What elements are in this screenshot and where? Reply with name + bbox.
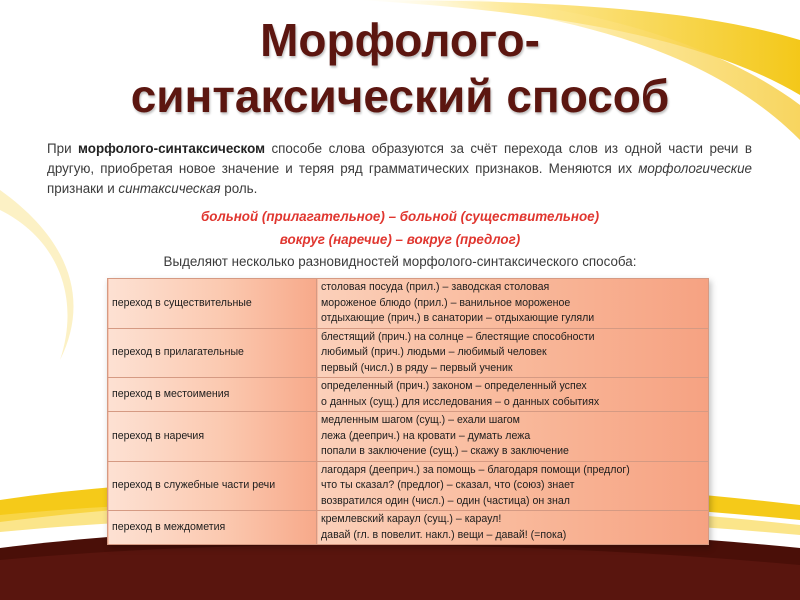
intro-bold-term: морфолого-синтаксическом: [78, 141, 265, 156]
example-item: лежа (дееприч.) на кровати – думать лежа: [321, 429, 531, 442]
slide-title-line-1: Морфолого-: [260, 14, 540, 66]
types-table-body: [108, 279, 709, 545]
example-item: лагодаря (дееприч.) за помощь – благодаря помощи (предлог): [321, 463, 630, 476]
example-item: определенный (прич.) законом – определенный успех: [321, 380, 587, 392]
example-item: столовая посуда (прил.) – заводская столовая: [321, 281, 550, 293]
table-row: [108, 279, 709, 329]
table-cell-examples: [317, 511, 709, 545]
intro-paragraph: [47, 139, 752, 199]
example-item: попали в заключение (сущ.) – скажу в заключение: [321, 445, 569, 457]
slide-title-line-2: синтаксический способ: [130, 70, 670, 122]
table-cell-examples: [317, 328, 709, 378]
table-cell-category: переход в междометия: [108, 511, 317, 545]
table-row: [108, 328, 709, 378]
example-item: возвратился один (числ.) – один (частица) он знал: [321, 494, 570, 507]
table-cell-examples: [317, 279, 709, 329]
table-cell-category: переход в наречия: [108, 412, 317, 462]
table-cell-category: переход в прилагательные: [108, 328, 317, 378]
table-cell-examples: [317, 378, 709, 412]
table-row: [108, 378, 709, 412]
example-item: кремлевский караул (сущ.) – караул!: [321, 513, 502, 525]
example-line-2: вокруг (наречие) – вокруг (предлог): [279, 232, 521, 247]
example-item: что ты сказал? (предлог) – сказал, что (союз) знает: [321, 479, 575, 491]
table-cell-category: переход в существительные: [108, 279, 317, 329]
table-row: [108, 412, 709, 462]
table-row: [108, 461, 709, 511]
example-item: медленным шагом (сущ.) – ехали шагом: [321, 414, 520, 426]
intro-italic-morph: морфологические: [638, 161, 752, 176]
intro-text-2: способе слова образуются за счёт перехода слов из одной части речи в другую, приобретая новое значение и теряя ряд грамматических признаков. Меняются их: [47, 141, 752, 176]
types-lead-sentence: Выделяют несколько разновидностей морфолого-синтаксического способа:: [163, 254, 637, 269]
intro-text-1: При: [47, 141, 79, 156]
example-item: любимый (прич.) людьми – любимый человек: [321, 346, 547, 358]
table-cell-category: переход в служебные части речи: [108, 461, 317, 511]
example-line-1: больной (прилагательное) – больной (существительное): [200, 209, 600, 224]
example-item: давай (гл. в повелит. накл.) вещи – давай! (=пока): [321, 528, 567, 541]
table-cell-category: переход в местоимения: [108, 378, 317, 412]
table-row: [108, 511, 709, 545]
example-item: о данных (сущ.) для исследования – о данных событиях: [321, 395, 600, 408]
slide-title: [0, 12, 800, 124]
intro-italic-syntax: синтаксическая: [118, 181, 221, 196]
example-item: мороженое блюдо (прил.) – ванильное мороженое: [321, 296, 571, 309]
table-cell-examples: [317, 412, 709, 462]
intro-text-3: признаки и: [47, 181, 119, 196]
table-cell-examples: [317, 461, 709, 511]
example-item: отдыхающие (прич.) в санатории – отдыхающие гуляли: [321, 312, 595, 324]
example-item: первый (числ.) в ряду – первый ученик: [321, 361, 513, 374]
intro-text-4: роль.: [220, 181, 258, 196]
example-item: блестящий (прич.) на солнце – блестящие способности: [321, 330, 595, 343]
types-table: [107, 278, 709, 545]
